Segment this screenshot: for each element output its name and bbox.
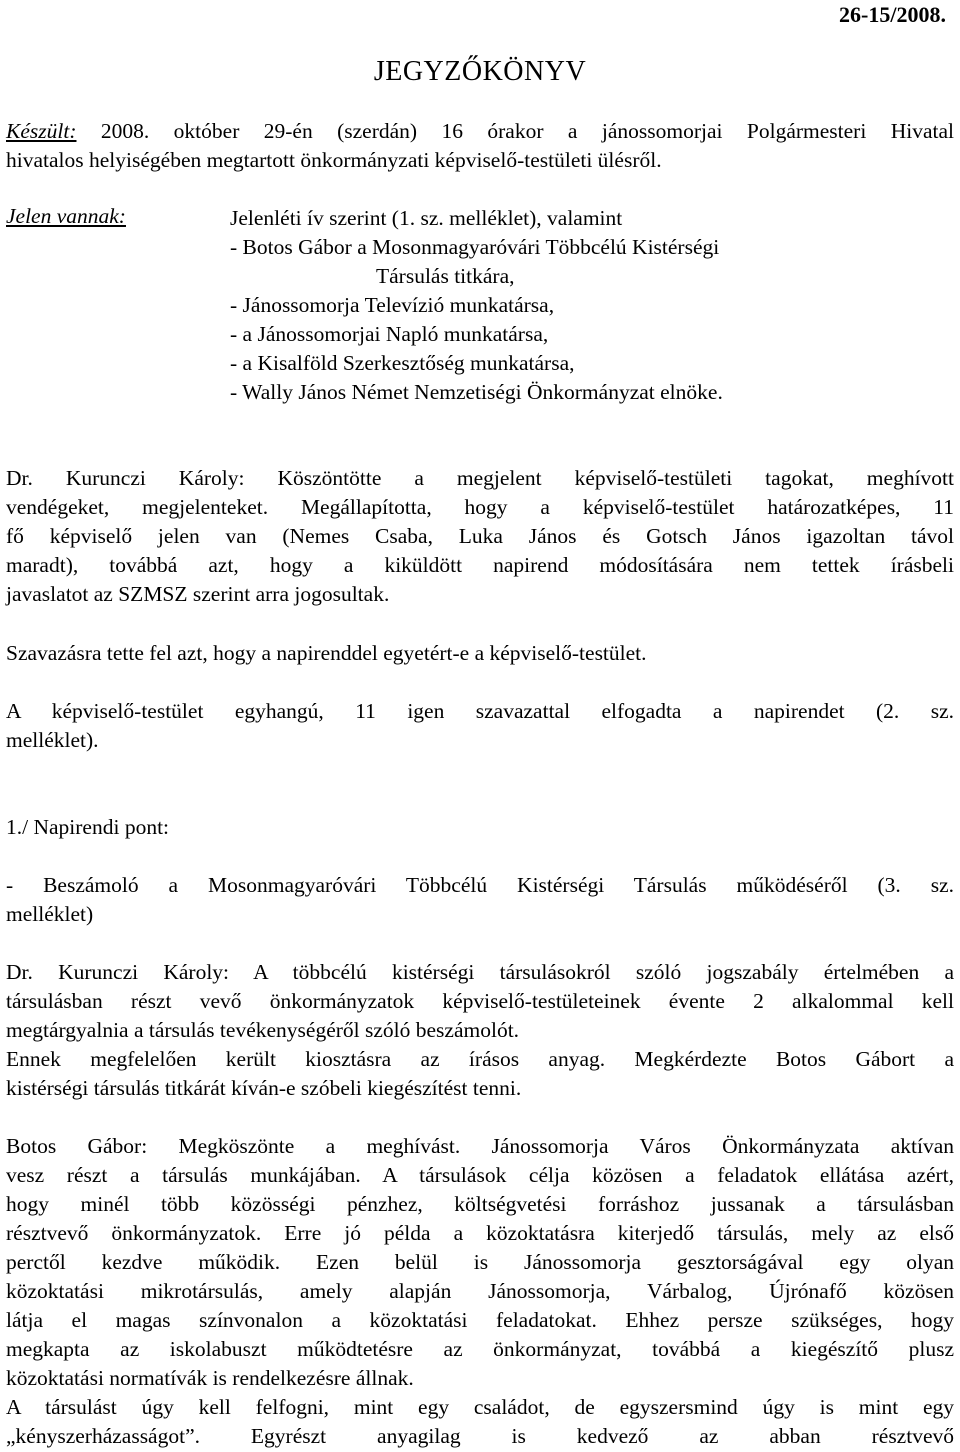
attendee-line: Jelenléti ív szerint (1. sz. melléklet), valamint [230,206,623,230]
attendees-list [230,204,723,407]
text-line: melléklet). [6,728,99,752]
attendee-line: - Jánossomorja Televízió munkatársa, [230,293,555,317]
attendee-line: - a Jánossomorjai Napló munkatársa, [230,322,549,346]
text-line: Ennek megfelelően került kiosztásra az írásos anyag. Megkérdezte Botos Gábort a [6,1047,954,1071]
paragraph-botos [6,1132,954,1393]
text-line: vesz részt a társulás munkájában. A társulások célja közösen a feladatok ellátása azért, [6,1163,954,1187]
jelen-label: Jelen vannak: [6,204,126,228]
attendee-line: - Botos Gábor a Mosonmagyaróvári Többcélú Kistérségi [230,235,720,259]
text-line: hogy minél több közösségi pénzhez, költségvetési forráshoz jussanak a társulásban [6,1192,954,1216]
attendee-line: - Wally János Német Nemzetiségi Önkormányzat elnöke. [230,380,723,404]
text-line: közoktatási normatívák is rendelkezésre állnak. [6,1366,414,1390]
text-line: látja el magas színvonalon a közoktatási feladatokat. Ehhez persze szükséges, hogy [6,1308,954,1332]
keszult-line-2: hivatalos helyiségében megtartott önkormányzati képviselő-testületi ülésről. [6,148,662,172]
keszult-block [6,117,954,175]
paragraph-vote: Szavazásra tette fel azt, hogy a napirenddel egyetért-e a képviselő-testület. [6,641,647,665]
agenda-item-heading: 1./ Napirendi pont: [6,815,170,839]
text-line: maradt), továbbá azt, hogy a kiküldött napirend módosítására nem tettek írásbeli [6,553,954,577]
agenda-item-title [6,871,954,929]
text-line: résztvevő önkormányzatok. Erre jó példa a közoktatásra kiterjedő társulás, mely az első [6,1221,954,1245]
text-line: Dr. Kurunczi Károly: Köszöntötte a megjelent képviselő-testületi tagokat, meghívott [6,466,954,490]
paragraph-agenda-accepted [6,697,954,755]
text-line: A társulást úgy kell felfogni, mint egy családot, de egyszersmind úgy is mint egy [6,1395,954,1419]
text-line: Dr. Kurunczi Károly: A többcélú kistérségi társulásokról szóló jogszabály értelmében a [6,960,954,984]
text-line: melléklet) [6,902,94,926]
text-line: fő képviselő jelen van (Nemes Csaba, Luka János és Gotsch János igazoltan távol [6,524,954,548]
text-line: A képviselő-testület egyhangú, 11 igen szavazattal elfogadta a napirendet (2. sz. [6,699,954,723]
text-line: „kényszerházasságot”. Egyrészt anyagilag is kedvező az abban résztvevő [6,1424,954,1448]
text-line: társulásban részt vevő önkormányzatok képviselő-testületeinek évente 2 alkalommal kell [6,989,954,1013]
text-line: megkapta az iskolabuszt működtetésre az önkormányzat, továbbá a kiegészítő plusz [6,1337,954,1361]
paragraph-association [6,1393,954,1451]
text-line: javaslatot az SZMSZ szerint arra jogosultak. [6,582,390,606]
keszult-label: Készült: [6,119,77,143]
document-title: JEGYZŐKÖNYV [373,56,587,87]
paragraph-kurunczi [6,958,954,1045]
text-line: kistérségi társulás titkárát kíván-e szóbeli kiegészítést tenni. [6,1076,522,1100]
document-number: 26-15/2008. [839,2,946,27]
paragraph-opening [6,464,954,609]
text-line: - Beszámoló a Mosonmagyaróvári Többcélú Kistérségi Társulás működéséről (3. sz. [6,873,954,897]
keszult-line-1 [6,117,954,146]
text-line: Botos Gábor: Megköszönte a meghívást. Jánossomorja Város Önkormányzata aktívan [6,1134,954,1158]
text-line: közoktatási mikrotársulás, amely alapján Jánossomorja, Várbalog, Újrónafő közösen [6,1279,954,1303]
text-line: vendégeket, megjelenteket. Megállapította, hogy a képviselő-testület határozatképes, 11 [6,495,954,519]
text-line: megtárgyalnia a társulás tevékenységéről szóló beszámolót. [6,1018,520,1042]
paragraph-material [6,1045,954,1103]
attendee-line: Társulás titkára, [376,264,515,288]
attendee-line: - a Kisalföld Szerkesztőség munkatársa, [230,351,575,375]
text-line: perctől kezdve működik. Ezen belül is Jánossomorja gesztorságával egy olyan [6,1250,954,1274]
keszult-text: 2008. október 29-én (szerdán) 16 órakor a jánossomorjai Polgármesteri Hivatal [76,119,954,143]
